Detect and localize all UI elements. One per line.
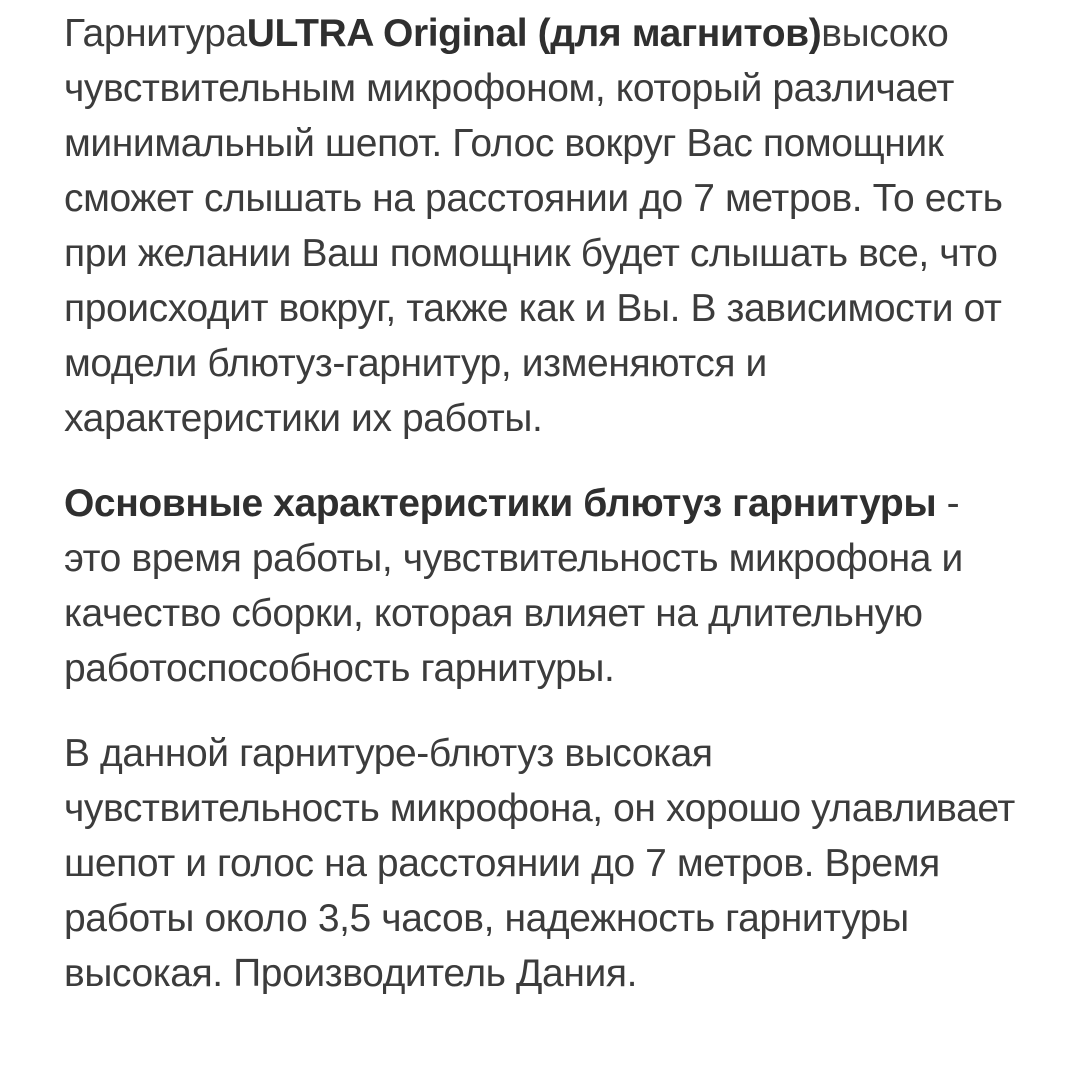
characteristics-heading: Основные характеристики блютуз гарнитуры xyxy=(64,482,937,525)
paragraph-product-details xyxy=(64,726,1024,1001)
product-name: ULTRA Original (для магнитов) xyxy=(246,12,822,55)
paragraph-text: - это время работы, чувствительность микрофона и качество сборки, которая влияет на длительную работоспособность гарнитуры. xyxy=(64,482,963,690)
paragraph-headset-description xyxy=(64,6,1024,446)
paragraph-main-characteristics xyxy=(64,476,1024,696)
paragraph-text: В данной гарнитуре-блютуз высокая чувствительность микрофона, он хорошо улавливает шепот и голос на расстоянии до 7 метров. Время работы около 3,5 часов, надежность гарнитуры высокая. Производитель Дания. xyxy=(64,732,1015,995)
article-body xyxy=(64,6,1024,1001)
paragraph-prefix: Гарнитура xyxy=(64,12,247,55)
paragraph-text: высоко чувствительным микрофоном, который различает минимальный шепот. Голос вокруг Вас помощник сможет слышать на расстоянии до 7 метров. То есть при желании Ваш помощник будет слышать все, что происходит вокруг, также как и Вы. В зависимости от модели блютуз-гарнитур, изменяются и характеристики их работы. xyxy=(64,12,1003,440)
